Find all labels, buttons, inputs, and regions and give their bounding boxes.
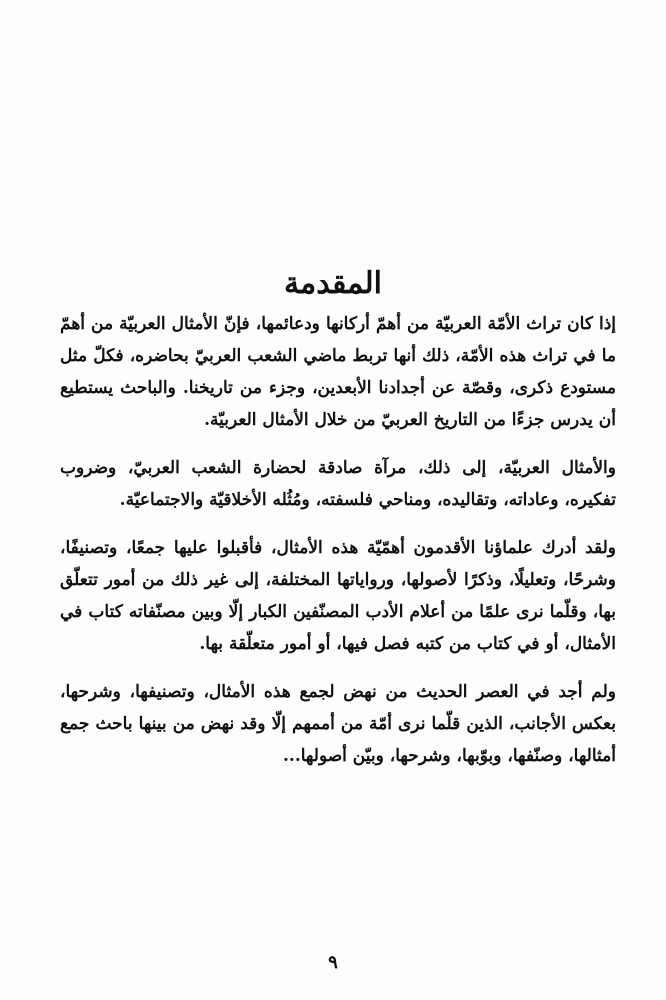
paragraph-1: إذا كان تراث الأمّة العربيّة من أهمّ أركانها ودعائمها، فإنّ الأمثال العربيّة من أهمّ ما في تراث هذه الأمّة، ذلك أنها تربط ماضي الشعب العربيّ بحاضره، فكلّ مثل مستودع ذكرى، وقصّة عن أجدادنا الأبعدين، وجزء من تاريخنا. والباحث يستطيع أن يدرس جزءًا من التاريخ العربيّ من خلال الأمثال العربيّة. <box>60 314 616 430</box>
paragraph-2: والأمثال العربيّة، إلى ذلك، مرآة صادقة لحضارة الشعب العربيّ، وضروب تفكيره، وعاداته، وتقاليده، ومناحي فلسفته، ومُثُله الأخلاقيّة والاجتماعيّة. <box>60 458 616 510</box>
body-text <box>60 308 616 788</box>
paragraph-3: ولقد أدرك علماؤنا الأقدمون أهمّيّة هذه الأمثال، فأقبلوا عليها جمعًا، وتصنيفًا، وشرحًا، وتعليلًا، وذكرًا لأصولها، ورواياتها المختلفة، إلى غير ذلك من أمور تتعلّق بها، وقلّما نرى علمًا من أعلام الأدب المصنّفين الكبار إلّا وبين مصنّفاته كتاب في الأمثال، أو في كتاب من كتبه فصل فيها، أو أمور متعلّقة بها. <box>60 538 616 654</box>
paragraph-4: ولم أجد في العصر الحديث من نهض لجمع هذه الأمثال، وتصنيفها، وشرحها، بعكس الأجانب، الذين قلّما نرى أمّة من أممهم إلّا وقد نهض من بينها باحث جمع أمثالها، وصنّفها، وبوّبها، وشرحها، وبيّن أصولها... <box>60 682 616 766</box>
page-title: المقدمة <box>284 266 382 302</box>
page-number: ٩ <box>328 952 338 973</box>
